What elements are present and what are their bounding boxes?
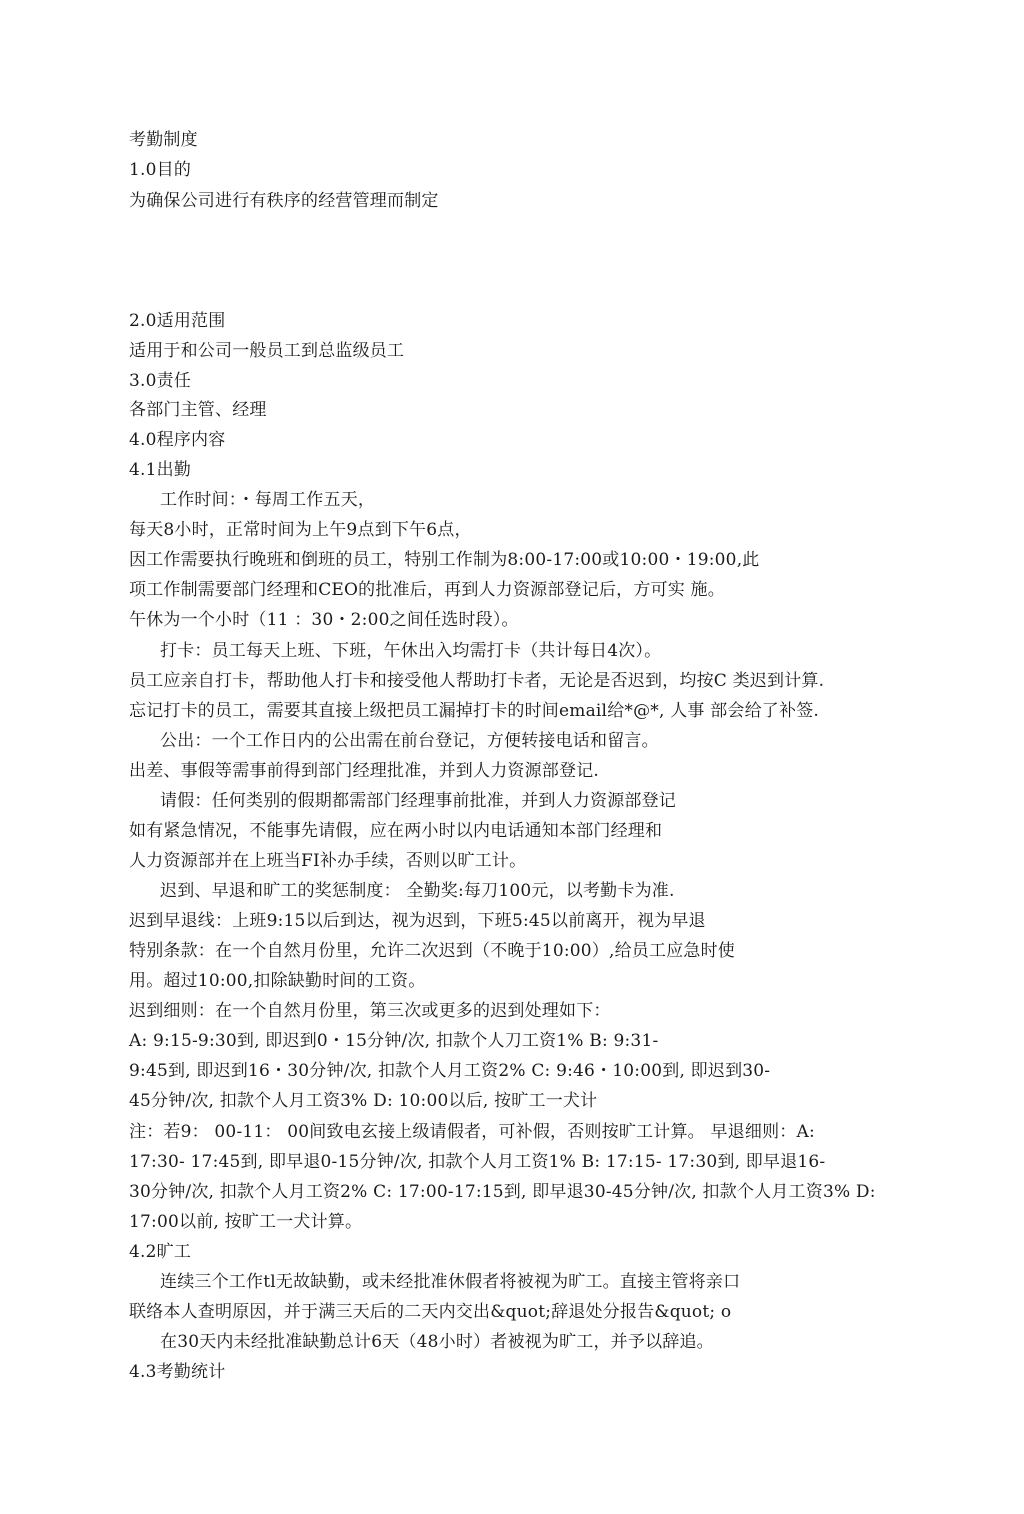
section-heading: 3.0责任 (129, 371, 192, 391)
section-heading: 1.0目的 (129, 160, 192, 180)
paragraph-line: 打卡：员工每天上班、下班，午休出入均需打卡（共计每日4次）。 (160, 641, 662, 661)
paragraph-line: 联络本人查明原因，并于满三天后的二天内交出&quot;辞退处分报告&quot; o (129, 1302, 732, 1322)
document-title: 考勤制度 (129, 130, 198, 150)
paragraph-line: 请假：任何类别的假期都需部门经理事前批准，并到人力资源部登记 (160, 791, 676, 811)
paragraph-line: 出差、事假等需事前得到部门经理批准，并到人力资源部登记. (129, 761, 600, 781)
paragraph-line: 每天8小时，正常时间为上午9点到下午6点， (129, 520, 472, 540)
paragraph-line: 45分钟/次, 扣款个人月工资3% D: 10:00以后, 按旷工一犬计 (129, 1091, 598, 1111)
paragraph-line: 在30天内未经批准缺勤总计6天（48小时）者被视为旷工，并予以辞追。 (160, 1332, 714, 1352)
paragraph-line: 迟到、早退和旷工的奖惩制度： 全勤奖:每刀100元，以考勤卡为准. (160, 881, 675, 901)
paragraph-line: 各部门主管、经理 (129, 400, 267, 420)
paragraph-line: 用。超过10:00,扣除缺勤时间的工资。 (129, 971, 426, 991)
paragraph-line: 连续三个工作tl无故缺勤，或未经批准休假者将被视为旷工。直接主管将亲口 (160, 1272, 741, 1292)
paragraph-line: 特别条款：在一个自然月份里，允许二次迟到（不晚于10:00）,给员工应急时使 (129, 941, 735, 961)
paragraph-line: 17:00以前, 按旷工一犬计算。 (129, 1212, 363, 1232)
paragraph-line: A: 9:15-9:30到, 即迟到0・15分钟/次, 扣款个人刀工资1% B: 9:31- (129, 1031, 659, 1051)
paragraph-line: 午休为一个小时（11 ：30・2:00之间任选时段）。 (129, 610, 519, 630)
paragraph-line: 因工作需要执行晚班和倒班的员工，特别工作制为8:00-17:00或10:00・19:00,此 (129, 550, 760, 570)
subsection-heading: 4.1出勤 (129, 460, 192, 480)
subsection-heading: 4.3考勤统计 (129, 1362, 226, 1382)
paragraph-line: 迟到早退线：上班9:15以后到达，视为迟到，下班5:45以前离开，视为早退 (129, 911, 706, 931)
paragraph-line: 人力资源部并在上班当FI补办手续，否则以旷工计。 (129, 851, 527, 871)
subsection-heading: 4.2旷工 (129, 1242, 192, 1262)
paragraph-line: 17:30- 17:45到, 即早退0-15分钟/次, 扣款个人月工资1% B: 17:15- 17:30到, 即早退16- (129, 1152, 826, 1172)
paragraph-line: 公出：一个工作日内的公出需在前台登记，方便转接电话和留言。 (160, 731, 659, 751)
paragraph-line: 员工应亲自打卡，帮助他人打卡和接受他人帮助打卡者，无论是否迟到，均按C 类迟到计算. (129, 671, 825, 691)
paragraph-line: 适用于和公司一般员工到总监级员工 (129, 341, 405, 361)
paragraph-line: 为确保公司进行有秩序的经营管理而制定 (129, 191, 439, 211)
section-heading: 2.0适用范围 (129, 311, 226, 331)
paragraph-line: 迟到细则：在一个自然月份里，第三次或更多的迟到处理如下： (129, 1001, 611, 1021)
section-heading: 4.0程序内容 (129, 430, 226, 450)
paragraph-line: 工作时间：・每周工作五天， (160, 490, 376, 510)
paragraph-line: 注：若9： 00-11： 00间致电玄接上级请假者，可补假，否则按旷工计算。 早退细则：A: (129, 1122, 815, 1142)
paragraph-line: 30分钟/次, 扣款个人月工资2% C: 17:00-17:15到, 即早退30-45分钟/次, 扣款个人月工资3% D: (129, 1182, 876, 1202)
paragraph-line: 忘记打卡的员工，需要其直接上级把员工漏掉打卡的时间email给*@*, 人事 部会给了补签. (129, 701, 820, 721)
paragraph-line: 如有紧急情况，不能事先请假，应在两小时以内电话通知本部门经理和 (129, 821, 663, 841)
paragraph-line: 项工作制需要部门经理和CEO的批准后，再到人力资源部登记后，方可实 施。 (129, 580, 725, 600)
paragraph-line: 9:45到, 即迟到16・30分钟/次, 扣款个人月工资2% C: 9:46・10:00到, 即迟到30- (129, 1061, 771, 1081)
